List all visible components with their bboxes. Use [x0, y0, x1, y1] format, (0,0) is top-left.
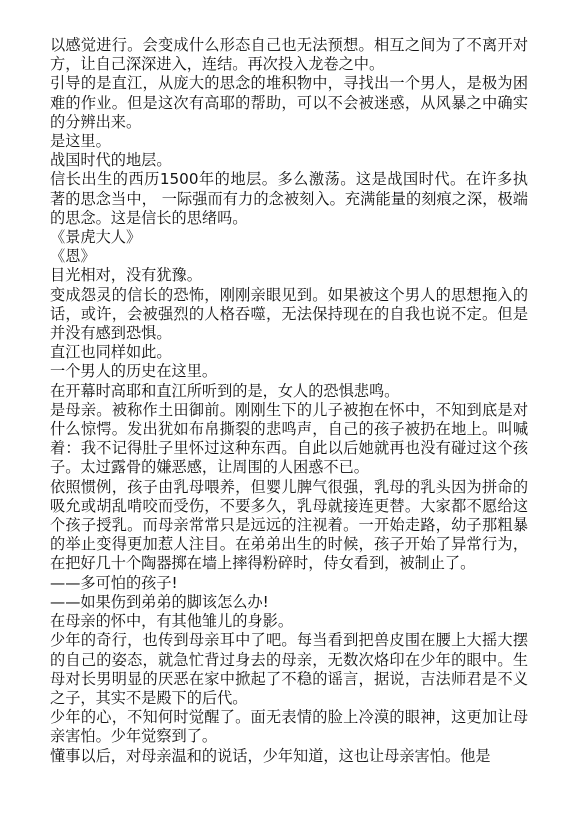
- paragraph: 战国时代的地层。: [50, 151, 172, 170]
- paragraph: 是这里。: [50, 132, 111, 151]
- paragraph: 以感觉进行。会变成什么形态自己也无法预想。相互之间为了不离开对方，让自己深深进入，连结。再次投入龙卷之中。: [50, 36, 528, 74]
- paragraph: 《景虎大人》: [50, 228, 142, 247]
- paragraph: 目光相对，没有犹豫。: [50, 266, 202, 285]
- paragraph: 一个男人的历史在这里。: [50, 362, 218, 381]
- paragraph: ——多可怕的孩子!: [50, 573, 178, 592]
- paragraph: 少年的奇行，也传到母亲耳中了吧。每当看到把兽皮围在腰上大摇大摆的自己的姿态，就急忙背过身去的母亲，无数次烙印在少年的眼中。生母对长男明显的厌恶在家中掀起了不稳的谣言，据说，吉法师君是不义之子，其实不是殿下的后代。: [50, 631, 528, 707]
- paragraph: 直江也同样如此。: [50, 343, 172, 362]
- paragraph: 在母亲的怀中，有其他雏儿的身影。: [50, 612, 293, 631]
- paragraph: ——如果伤到弟弟的脚该怎么办!: [50, 592, 269, 611]
- paragraph: 懂事以后，对母亲温和的说话，少年知道，这也让母亲害怕。他是: [50, 746, 491, 765]
- paragraph: 在开幕时高耶和直江所听到的是，女人的恐惧悲鸣。: [50, 381, 400, 400]
- paragraph: 引导的是直江，从庞大的思念的堆积物中，寻找出一个男人，是极为困难的作业。但是这次有高耶的帮助，可以不会被迷惑，从风暴之中确实的分辨出来。: [50, 74, 528, 131]
- paragraph: 信长出生的西历1500年的地层。多么激荡。这是战国时代。在许多执著的思念当中， 一际强而有力的念被刻入。充满能量的刻痕之深，极端的思念。这是信长的思绪吗。: [50, 170, 528, 227]
- paragraph: 《恩》: [50, 247, 96, 266]
- paragraph: 少年的心，不知何时觉醒了。面无表情的脸上冷漠的眼神，这更加让母亲害怕。少年觉察到了。: [50, 708, 528, 746]
- paragraph: 依照惯例，孩子由乳母喂养，但婴儿脾气很强，乳母的乳头因为拼命的吸允或胡乱啃咬而受伤，不要多久，乳母就接连更替。大家都不愿给这个孩子授乳。而母亲常常只是远远的注视着。一开始走路，幼子那粗暴的举止变得更加惹人注目。在弟弟出生的时候，孩子开始了异常行为，在把好几十个陶器掷在墙上摔得粉碎时，侍女看到，被制止了。: [50, 477, 528, 573]
- paragraph: 变成怨灵的信长的恐怖，刚刚亲眼见到。如果被这个男人的思想拖入的话，或许，会被强烈的人格吞噬，无法保持现在的自我也说不定。但是并没有感到恐惧。: [50, 285, 528, 343]
- paragraph: 是母亲。被称作土田御前。刚刚生下的儿子被抱在怀中，不知到底是对什么惊愕。发出犹如布帛撕裂的悲鸣声，自己的孩子被扔在地上。叫喊着：我不记得肚子里怀过这种东西。自此以后她就再也没有碰过这个孩子。太过露骨的嫌恶感，让周围的人困惑不已。: [50, 400, 528, 477]
- document-page: [50, 36, 528, 766]
